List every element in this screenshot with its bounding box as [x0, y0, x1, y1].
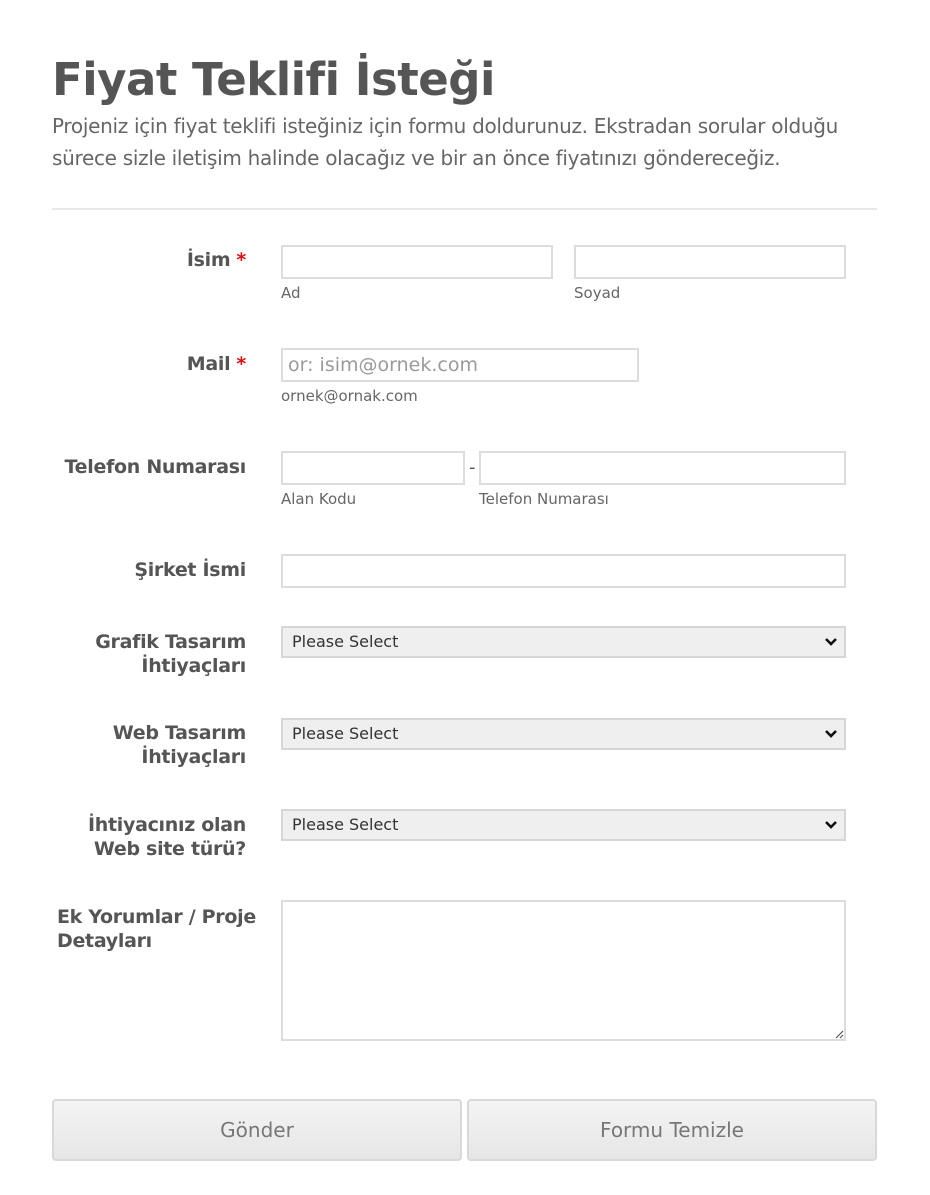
- submit-button[interactable]: Gönder: [52, 1099, 462, 1161]
- last-name-sublabel: Soyad: [574, 284, 621, 302]
- header-divider: [52, 208, 877, 210]
- site-type-label-line1: İhtiyacınız olan: [88, 814, 246, 836]
- web-design-selected: Please Select: [292, 724, 399, 743]
- area-code-input[interactable]: [281, 451, 465, 485]
- phone-label: Telefon Numarası: [64, 456, 246, 478]
- web-design-label: [113, 721, 246, 769]
- graphic-design-selected: Please Select: [292, 632, 399, 651]
- graphic-design-label-line2: İhtiyaçları: [141, 655, 246, 677]
- mail-input[interactable]: [281, 348, 639, 382]
- comments-field: [281, 900, 846, 1041]
- web-design-label-line1: Web Tasarım: [112, 722, 246, 744]
- chevron-down-icon: [824, 636, 838, 648]
- chevron-down-icon: [824, 728, 838, 740]
- resize-grip-icon[interactable]: [834, 1029, 844, 1039]
- site-type-select[interactable]: [281, 809, 846, 841]
- name-label-text: İsim: [186, 249, 231, 271]
- area-code-sublabel: Alan Kodu: [281, 490, 357, 508]
- mail-sublabel: ornek@ornak.com: [281, 387, 418, 405]
- mail-label-text: Mail: [186, 353, 231, 375]
- chevron-down-icon: [824, 819, 838, 831]
- graphic-design-label: [95, 630, 246, 678]
- web-design-label-line2: İhtiyaçları: [141, 746, 246, 768]
- company-input[interactable]: [281, 554, 846, 588]
- comments-label-line2: Detayları: [57, 930, 152, 952]
- comments-label: [57, 905, 256, 953]
- last-name-input[interactable]: [574, 245, 846, 279]
- comments-textarea[interactable]: [281, 900, 846, 1041]
- page-title: Fiyat Teklifi İsteği: [52, 53, 495, 106]
- phone-number-sublabel: Telefon Numarası: [479, 490, 609, 508]
- comments-label-line1: Ek Yorumlar / Proje: [57, 906, 256, 928]
- web-design-select[interactable]: [281, 718, 846, 750]
- mail-label: [187, 352, 246, 376]
- first-name-sublabel: Ad: [281, 284, 301, 302]
- phone-number-input[interactable]: [479, 451, 846, 485]
- site-type-selected: Please Select: [292, 815, 399, 834]
- site-type-label-line2: Web site türü?: [93, 838, 246, 860]
- first-name-input[interactable]: [281, 245, 553, 279]
- site-type-label: [88, 813, 246, 861]
- graphic-design-label-line1: Grafik Tasarım: [95, 631, 246, 653]
- name-label: [187, 248, 246, 272]
- required-mark: *: [236, 249, 246, 271]
- reset-button[interactable]: Formu Temizle: [467, 1099, 877, 1161]
- required-mark: *: [236, 353, 246, 375]
- graphic-design-select[interactable]: [281, 626, 846, 658]
- phone-separator: -: [469, 457, 476, 478]
- page-description: Projeniz için fiyat teklifi isteğiniz için formu doldurunuz. Ekstradan sorular olduğu sürece sizle iletişim halinde olacağız ve bir an önce fiyatınızı göndereceğiz.: [52, 114, 839, 170]
- company-label: Şirket İsmi: [134, 559, 246, 581]
